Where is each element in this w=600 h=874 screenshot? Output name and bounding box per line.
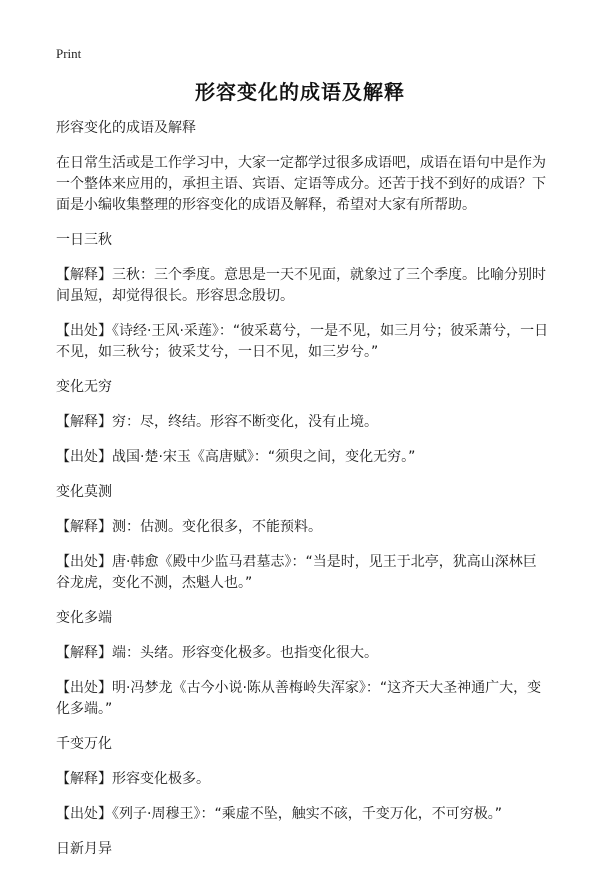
idiom-title: 千变万化	[56, 736, 112, 752]
idiom-explanation	[56, 517, 550, 538]
source-tag: 【出处】	[56, 323, 112, 339]
print-link[interactable]: Print	[56, 46, 82, 61]
explanation-tag: 【解释】	[56, 414, 112, 430]
article-subtitle: 形容变化的成语及解释	[56, 120, 196, 136]
source-tag: 【出处】	[56, 449, 112, 465]
source-text: 战国·楚·宋玉《高唐赋》：“须臾之间，变化无穷。”	[112, 449, 416, 465]
explanation-text: 穷：尽，终结。形容不断变化，没有止境。	[112, 414, 378, 430]
explanation-tag: 【解释】	[56, 645, 112, 661]
idiom-source	[56, 804, 550, 825]
idiom-title: 日新月异	[56, 841, 112, 857]
explanation-text: 测：估测。变化很多，不能预料。	[112, 519, 322, 535]
idiom-source	[56, 678, 550, 720]
source-tag: 【出处】	[56, 806, 112, 822]
idiom-title: 变化多端	[56, 610, 112, 626]
source-tag: 【出处】	[56, 554, 112, 570]
idiom-title: 一日三秋	[56, 232, 112, 248]
source-text: 《诗经·王风·采莲》：“彼采葛兮，一是不见，如三月兮；彼采萧兮，一日不见，如三秋兮；彼采艾兮，一日不见，如三岁兮。”	[56, 323, 549, 360]
source-text: 唐·韩愈《殿中少监马君墓志》：“当是时，见王于北亭，犹高山深林巨谷龙虎，变化不测，杰魁人也。”	[56, 554, 537, 591]
idiom-source	[56, 552, 550, 594]
source-tag: 【出处】	[56, 680, 112, 696]
idiom-explanation	[56, 769, 550, 790]
idiom-source	[56, 447, 550, 468]
explanation-text: 端：头绪。形容变化极多。也指变化很大。	[112, 645, 378, 661]
intro-paragraph: 在日常生活或是工作学习中，大家一定都学过很多成语吧，成语在语句中是作为一个整体来应用的，承担主语、宾语、定语等成分。还苦于找不到好的成语？下面是小编收集整理的形容变化的成语及解释，希望对大家有所帮助。	[56, 155, 546, 213]
idiom-title: 变化莫测	[56, 484, 112, 500]
idiom-source	[56, 321, 550, 363]
idiom-explanation	[56, 412, 550, 433]
explanation-text: 形容变化极多。	[112, 771, 210, 787]
source-text: 《列子·周穆王》：“乘虚不坠，触实不硋，千变万化，不可穷极。”	[112, 806, 502, 822]
idiom-explanation	[56, 643, 550, 664]
article-body	[56, 118, 550, 874]
page-title: 形容变化的成语及解释	[195, 80, 405, 104]
explanation-tag: 【解释】	[56, 519, 112, 535]
idiom-title: 变化无穷	[56, 379, 112, 395]
idiom-explanation	[56, 265, 550, 307]
explanation-text: 三秋：三个季度。意思是一天不见面，就象过了三个季度。比喻分别时间虽短，却觉得很长。形容思念殷切。	[56, 267, 546, 304]
explanation-tag: 【解释】	[56, 771, 112, 787]
explanation-tag: 【解释】	[56, 267, 112, 283]
source-text: 明·冯梦龙《古今小说·陈从善梅岭失浑家》：“这齐天大圣神通广大，变化多端。”	[56, 680, 542, 717]
